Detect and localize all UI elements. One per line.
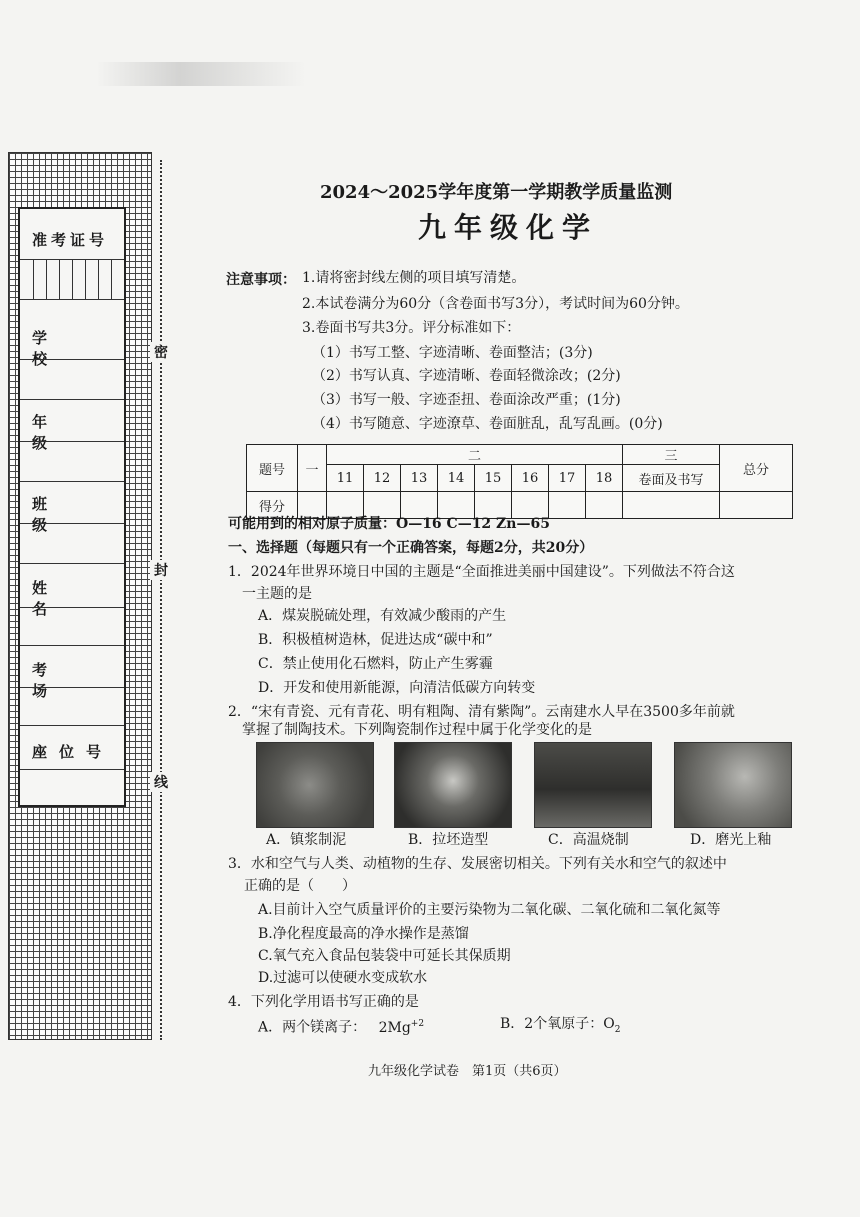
notice-item-7: （4）书写随意、字迹潦草、卷面脏乱，乱写乱画。(0分)	[312, 416, 663, 432]
notice-label: 注意事项：	[226, 272, 296, 288]
q4-option-a-charge: +2	[410, 1019, 425, 1029]
seal-char-xian: 线	[150, 772, 172, 792]
field-grade[interactable]: 年级	[32, 413, 86, 452]
table-header-q14: 14	[438, 465, 475, 492]
q2-stem-line1: 2．“宋有青瓷、元有青花、明有粗陶、清有紫陶”。云南建水人早在3500多年前就	[228, 704, 735, 720]
exam-year-line: 2024～2025学年度第一学期教学质量监测	[320, 182, 673, 203]
q3-option-a: A.目前计入空气质量评价的主要污染物为二氧化碳、二氧化硫和二氧化氮等	[258, 902, 721, 918]
q2-caption-c: C．高温烧制	[548, 832, 629, 848]
q4-option-b-subscript: 2	[614, 1024, 621, 1035]
q3-option-d: D.过滤可以使硬水变成软水	[258, 970, 428, 986]
table-header-q17: 17	[549, 465, 586, 492]
notice-item-4: （1）书写工整、字迹清晰、卷面整洁；(3分)	[312, 345, 593, 361]
table-header-q18: 18	[586, 465, 623, 492]
q4-option-b	[500, 1014, 620, 1040]
q3-stem-line2: 正确的是（ ）	[244, 878, 356, 894]
table-header-q15: 15	[475, 465, 512, 492]
q2-photo-d	[674, 742, 792, 828]
notice-item-3: 3.卷面书写共3分。评分标准如下：	[302, 320, 521, 336]
section1-heading: 一、选择题（每题只有一个正确答案，每题2分，共20分）	[228, 540, 594, 556]
field-name[interactable]: 姓名	[32, 579, 86, 618]
score-cell-part3[interactable]	[623, 492, 720, 519]
q4-option-b-label: B．2个氧原子：	[500, 1016, 604, 1032]
seal-char-mi: 密	[150, 342, 172, 362]
notice-item-1: 1.请将密封线左侧的项目填写清楚。	[302, 270, 526, 286]
seal-line	[160, 160, 162, 1040]
q3-option-c: C.氧气充入食品包装袋中可延长其保质期	[258, 948, 511, 964]
exam-title: 九年级化学	[418, 211, 599, 244]
score-table	[246, 444, 793, 519]
q4-option-a-formula: 2Mg	[378, 1019, 411, 1036]
q2-caption-a: A．镇浆制泥	[266, 832, 347, 848]
q2-photo-b	[394, 742, 512, 828]
score-cell-total[interactable]	[720, 492, 793, 519]
field-exam-id: 准考证号	[32, 231, 109, 249]
q1-option-b: B．积极植树造林，促进达成“碳中和”	[258, 632, 493, 648]
field-school[interactable]: 学校	[32, 329, 86, 368]
table-header-q11: 11	[327, 465, 364, 492]
exam-id-write-area[interactable]	[20, 259, 124, 299]
seal-char-feng: 封	[150, 560, 172, 580]
table-header-part1: 一	[298, 445, 327, 492]
q2-photo-a	[256, 742, 374, 828]
field-exam-room[interactable]: 考场	[32, 661, 86, 700]
table-header-part3: 三	[623, 445, 720, 465]
table-header-q12: 12	[364, 465, 401, 492]
q3-option-b: B.净化程度最高的净水操作是蒸馏	[258, 926, 469, 942]
q2-caption-d: D．磨光上釉	[690, 832, 772, 848]
q1-option-d: D．开发和使用新能源，向清洁低碳方向转变	[258, 680, 536, 696]
q2-caption-b: B．拉坯造型	[408, 832, 489, 848]
q4-option-a-label: A．两个镁离子：	[258, 1019, 367, 1036]
table-header-part2: 二	[327, 445, 623, 465]
notice-item-5: （2）书写认真、字迹清晰、卷面轻微涂改；(2分)	[312, 368, 621, 384]
page-footer: 九年级化学试卷 第1页（共6页）	[368, 1064, 567, 1079]
field-class[interactable]: 班级	[32, 495, 86, 534]
q1-stem-line1: 1．2024年世界环境日中国的主题是“全面推进美丽中国建设”。下列做法不符合这	[228, 564, 735, 580]
table-header-q16: 16	[512, 465, 549, 492]
score-cell-q18[interactable]	[586, 492, 623, 519]
scan-smudge	[96, 62, 306, 86]
field-seat[interactable]: 座位号	[32, 743, 114, 761]
table-header-part3-sub: 卷面及书写	[623, 465, 720, 492]
notice-item-2: 2.本试卷满分为60分（含卷面书写3分），考试时间为60分钟。	[302, 296, 689, 312]
table-header-question: 题号	[247, 445, 298, 492]
q4-option-a	[258, 1014, 424, 1038]
q4-stem: 4．下列化学用语书写正确的是	[228, 994, 419, 1010]
atomic-mass-line: 可能用到的相对原子质量：O—16 C—12 Zn—65	[228, 516, 550, 532]
table-header-total: 总分	[720, 445, 793, 492]
table-header-q13: 13	[401, 465, 438, 492]
notice-item-6: （3）书写一般、字迹歪扭、卷面涂改严重；(1分)	[312, 392, 621, 408]
q3-stem-line1: 3．水和空气与人类、动植物的生存、发展密切相关。下列有关水和空气的叙述中	[228, 856, 727, 872]
q1-option-c: C．禁止使用化石燃料，防止产生雾霾	[258, 656, 493, 672]
table-row-score-label: 得分	[247, 492, 298, 519]
q1-stem-line2: 一主题的是	[242, 586, 312, 602]
q1-option-a: A．煤炭脱硫处理，有效减少酸雨的产生	[258, 608, 507, 624]
q4-option-b-formula: O	[603, 1016, 615, 1032]
q2-stem-line2: 掌握了制陶技术。下列陶瓷制作过程中属于化学变化的是	[242, 722, 592, 738]
score-cell-q17[interactable]	[549, 492, 586, 519]
q2-photo-c	[534, 742, 652, 828]
student-info-box	[18, 207, 126, 807]
